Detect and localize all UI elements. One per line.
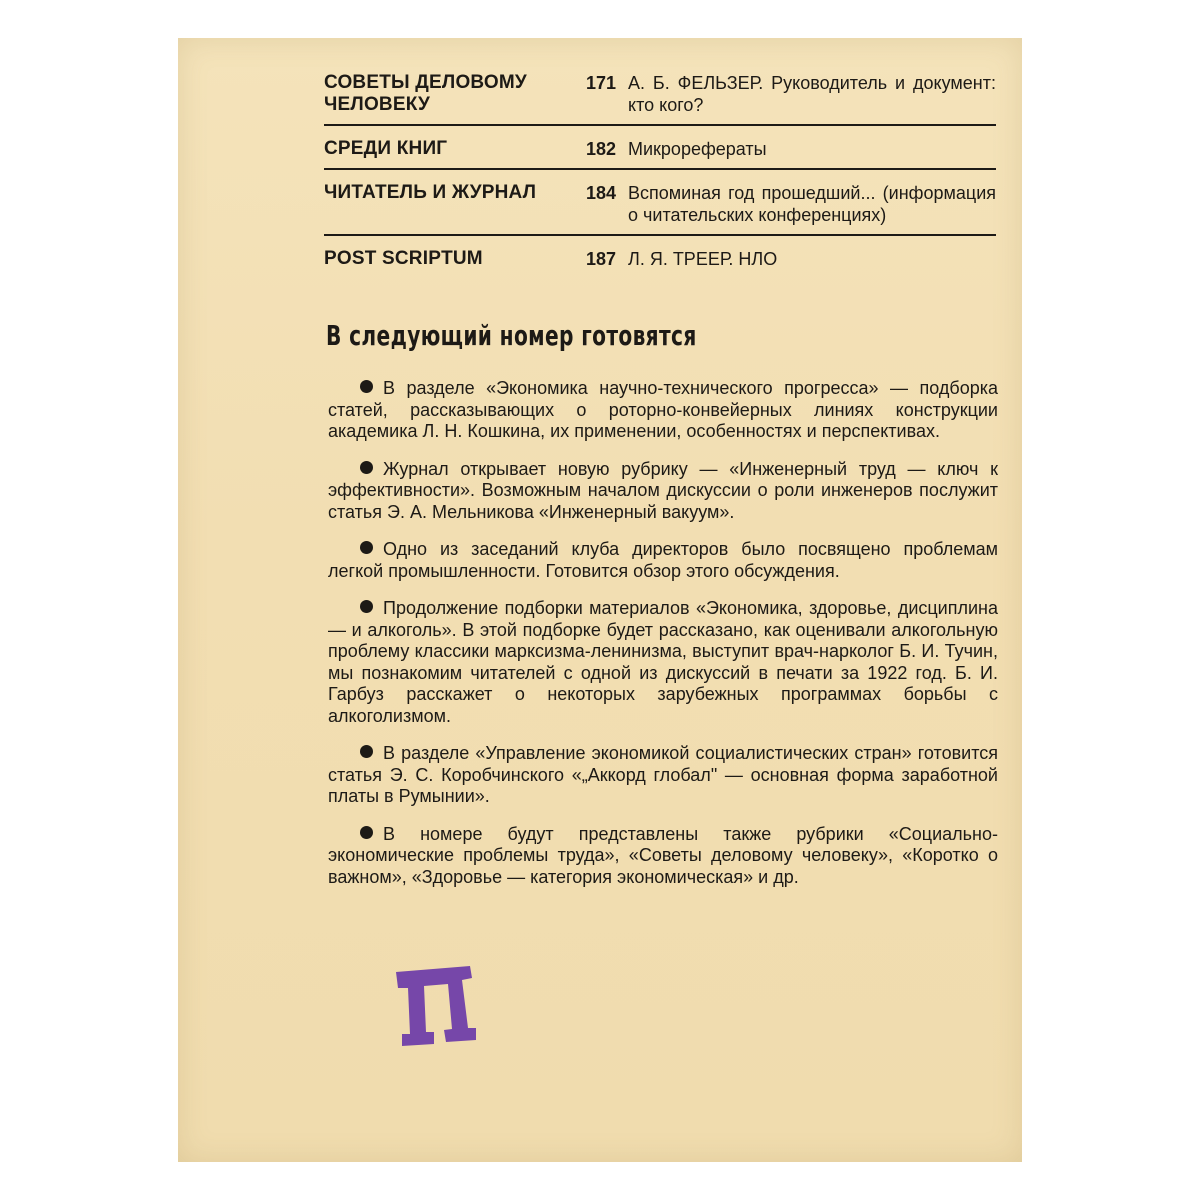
toc-section: СРЕДИ КНИГ (324, 138, 448, 159)
announcement-text: Продолжение подборки материалов «Экономика, здоровье, дисциплина — и алкоголь». В этой подборке будет рассказано, как оценивали алкогольную проблему классики марксизма-ленинизма, выступит врач-нарколог Б. И. Тучин, мы познакомим читателей с одной из дискуссий в печати за 1922 год. Б. И. Гарбуз расскажет о некоторых зарубежных программах борьбы с алкоголизмом. (328, 598, 998, 726)
announcement-item (328, 824, 998, 889)
toc-page-number: 182 (585, 139, 616, 159)
toc-page-number: 184 (585, 183, 616, 203)
bullet-icon (360, 461, 373, 474)
toc-row (324, 136, 996, 170)
toc-section: СОВЕТЫ ДЕЛОВОМУ ЧЕЛОВЕКУ (324, 72, 527, 115)
announcement-text: В номере будут представлены также рубрики «Социально-экономические проблемы труда», «Советы деловому человеку», «Коротко о важном», «Здоровье — категория экономическая» и др. (328, 823, 998, 887)
toc-page-number: 171 (585, 73, 616, 93)
bullet-icon (360, 600, 373, 613)
announcement-item (328, 598, 998, 727)
toc-row (324, 180, 996, 236)
announcement-text: В разделе «Экономика научно-технического прогресса» — подборка статей, рассказывающих о роторно-конвейерных линиях конструкции академика Л. Н. Кошкина, их применении, особенностях и перспективах. (328, 378, 998, 441)
toc-page-number: 187 (585, 249, 616, 269)
toc-row (324, 246, 996, 278)
section-heading: В следующий номер готовятся (326, 319, 697, 352)
toc-row (324, 70, 996, 126)
announcement-text: Одно из заседаний клуба директоров было посвящено проблемам легкой промышленности. Готовится обзор этого обсуждения. (328, 539, 998, 581)
announcement-list (328, 378, 998, 904)
bullet-icon (360, 380, 373, 393)
toc-title: Л. Я. ТРЕЕР. НЛО (628, 249, 778, 269)
toc-title: Вспоминая год прошедший... (информация о читательских конференциях) (628, 183, 996, 225)
bullet-icon (360, 745, 373, 758)
library-stamp-icon (388, 958, 478, 1048)
bullet-icon (360, 541, 373, 554)
table-of-contents (324, 70, 996, 278)
toc-section: POST SCRIPTUM (324, 248, 483, 269)
toc-section: ЧИТАТЕЛЬ И ЖУРНАЛ (324, 182, 537, 203)
announcement-text: В разделе «Управление экономикой социалистических стран» готовится статья Э. С. Коробчинского «„Аккорд глобал" — основная форма заработной платы в Румынии». (328, 743, 998, 806)
announcement-item (328, 459, 998, 524)
announcement-item (328, 743, 998, 808)
toc-title: А. Б. ФЕЛЬЗЕР. Руководитель и документ: кто кого? (628, 73, 996, 115)
toc-title: Микрорефераты (628, 139, 767, 159)
announcement-text: Журнал открывает новую рубрику — «Инженерный труд — ключ к эффективности». Возможным началом дискуссии о роли инженеров послужит статья Э. А. Мельникова «Инженерный вакуум». (328, 458, 998, 522)
document-page (178, 38, 1022, 1162)
bullet-icon (360, 826, 373, 839)
announcement-item (328, 539, 998, 582)
announcement-item (328, 378, 998, 443)
